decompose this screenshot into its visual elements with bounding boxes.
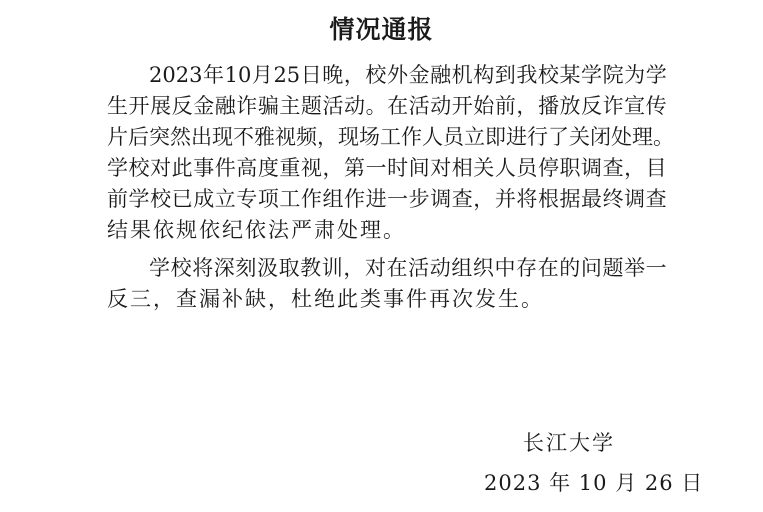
document-date: 2023 年 10 月 26 日: [484, 471, 704, 495]
paragraph-line: 片 后 突 然 出 现 不 雅 视 频 ， 现 场 工 作 人 员 立 即 进 行 了 关 闭 处 理 。: [107, 125, 674, 149]
paragraph-line: 生 开 展 反 金 融 诈 骗 主 题 活 动 。 在 活 动 开 始 前 ， 播 放 反 诈 宣 传: [107, 94, 667, 118]
paragraph-line: 学 校 将 深 刻 汲 取 教 训 ， 对 在 活 动 组 织 中 存 在 的 问 题 举 一: [149, 256, 667, 280]
document-title: 情况通报: [329, 15, 434, 44]
document-body: [107, 60, 674, 315]
paragraph-line: 前 学 校 已 成 立 专 项 工 作 组 作 进 一 步 调 查 ， 并 将 根 据 最 终 调 查: [107, 187, 667, 211]
paragraph-line: 2023 年 10 月 25 日 晚 ， 校 外 金 融 机 构 到 我 校 某 学 院 为 学: [149, 63, 667, 87]
paragraph-line: 学 校 对 此 事 件 高 度 重 视 ， 第 一 时 间 对 相 关 人 员 停 职 调 查 ， 目: [107, 156, 667, 180]
paragraph-line: 结果依规依纪依法严肃处理。: [107, 218, 406, 242]
paragraph-line: 反三，查漏补缺，杜绝此类事件再次发生。: [107, 287, 544, 311]
signature: 长江大学: [523, 431, 615, 455]
